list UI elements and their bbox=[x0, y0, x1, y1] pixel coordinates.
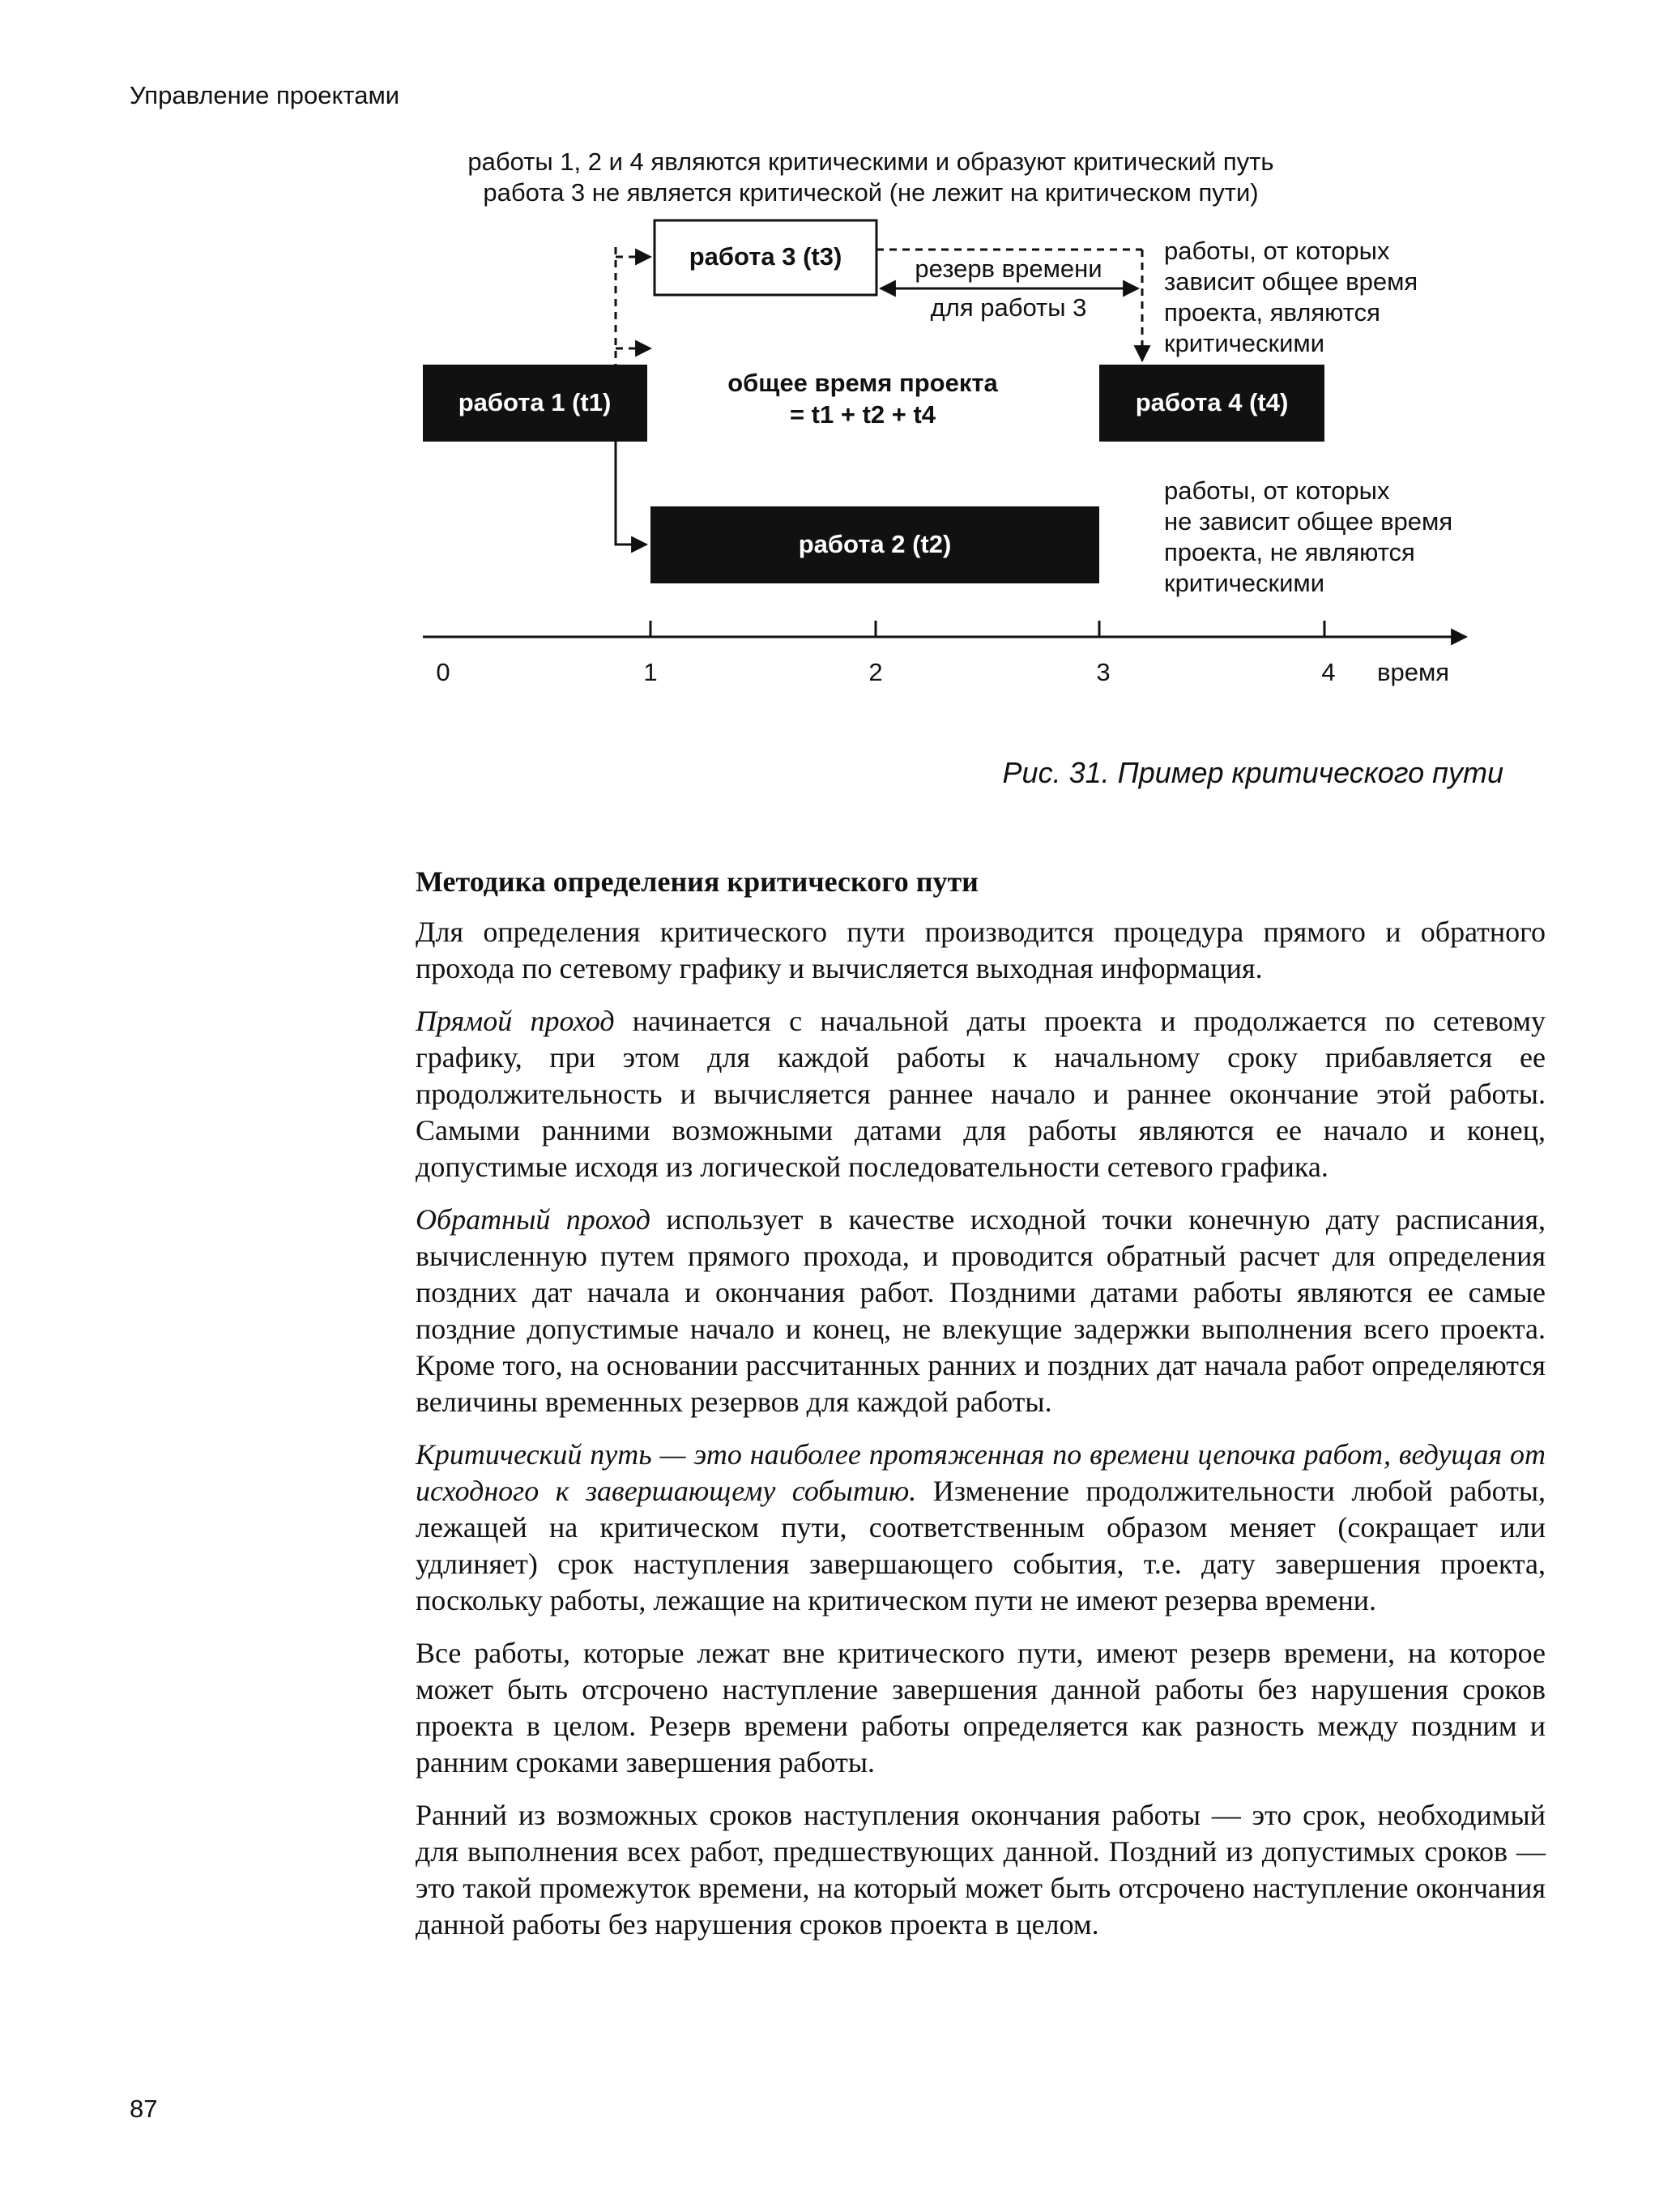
body-text bbox=[416, 914, 1546, 1959]
page-number: 87 bbox=[130, 2095, 158, 2123]
paragraph-6-text: Ранний из возможных сроков наступления окончания работы — это срок, необходимый для выполнения всех работ, предшествующих данной. Поздний из допустимых сроков — это такой промежуток времени, на который может быть отсрочено наступление окончания данной работы без нарушения сроков проекта в целом. bbox=[416, 1799, 1546, 1941]
paragraph-4-definition: Критический путь — это наиболее протяженная по времени цепочка работ, ведущая от исходного к завершающему событию. bbox=[416, 1438, 1546, 1507]
paragraph-1 bbox=[416, 914, 1546, 987]
work4-label: работа 4 (t4) bbox=[1135, 388, 1289, 416]
paragraph-2 bbox=[416, 1003, 1546, 1185]
total-time-line2: = t1 + t2 + t4 bbox=[789, 400, 936, 429]
paragraph-5-text: Все работы, которые лежат вне критического пути, имеют резерв времени, на которое может быть отсрочено наступление завершения данной работы без нарушения сроков проекта в целом. Резерв времени работы определяется как разность между поздним и ранним сроками завершения работы. bbox=[416, 1637, 1546, 1779]
critical-note-line2: зависит общее время bbox=[1164, 267, 1418, 296]
figure-caption: Рис. 31. Пример критического пути bbox=[1002, 756, 1503, 789]
diagram-top-note-line2: работа 3 не является критической (не лежит на критическом пути) bbox=[483, 178, 1259, 207]
axis-tick-label-0: 0 bbox=[436, 658, 450, 686]
slack-label-line1: резерв времени bbox=[915, 254, 1102, 283]
paragraph-1-text: Для определения критического пути производится процедура прямого и обратного прохода по сетевому графику и вычисляется выходная информация. bbox=[416, 916, 1546, 984]
paragraph-2-term: Прямой проход bbox=[416, 1005, 615, 1037]
axis-label: время bbox=[1377, 658, 1450, 686]
paragraph-4-text: Изменение продолжительности любой работы, лежащей на критическом пути, соответственным образом меняет (сокращает или удлиняет) срок наступления завершающего события, т.е. дату завершения проекта, поскольку работы, лежащие на критическом пути не имеют резерва времени. bbox=[416, 1475, 1546, 1616]
diagram-top-note-line1: работы 1, 2 и 4 являются критическими и образуют критический путь bbox=[467, 147, 1274, 176]
critical-note-line1: работы, от которых bbox=[1164, 237, 1390, 265]
axis-tick-label-1: 1 bbox=[643, 658, 658, 686]
paragraph-3 bbox=[416, 1202, 1546, 1420]
paragraph-3-term: Обратный проход bbox=[416, 1203, 650, 1236]
axis-tick-label-2: 2 bbox=[868, 658, 883, 686]
paragraph-3-text: использует в качестве исходной точки конечную дату расписания, вычисленную путем прямого прохода, и проводится обратный расчет для определения поздних дат начала и окончания работ. Поздними датами работы являются ее самые поздние допустимые начало и конец, не влекущие задержки выполнения всего проекта. Кроме того, на основании рассчитанных ранних и поздних дат начала работ определяются величины временных резервов для каждой работы. bbox=[416, 1203, 1546, 1418]
paragraph-5 bbox=[416, 1635, 1546, 1781]
slack-label-line2: для работы 3 bbox=[930, 293, 1087, 322]
paragraph-2-text: начинается с начальной даты проекта и продолжается по сетевому графику, при этом для каждой работы к начальному сроку прибавляется ее продолжительность и вычисляется раннее начало и раннее окончание этой работы. Самыми ранними возможными датами для работы являются ее начало и конец, допустимые исходя из логической последовательности сетевого графика. bbox=[416, 1005, 1546, 1183]
work2-label: работа 2 (t2) bbox=[798, 530, 952, 558]
axis-tick-label-4: 4 bbox=[1321, 658, 1336, 686]
total-time-line1: общее время проекта bbox=[727, 369, 998, 397]
work3-label: работа 3 (t3) bbox=[689, 242, 842, 271]
noncritical-note-line1: работы, от которых bbox=[1164, 476, 1390, 505]
work1-label: работа 1 (t1) bbox=[458, 388, 612, 416]
noncritical-note-line4: критическими bbox=[1164, 569, 1325, 597]
noncritical-note-line2: не зависит общее время bbox=[1164, 507, 1453, 536]
critical-note-line3: проекта, являются bbox=[1164, 298, 1380, 327]
paragraph-6 bbox=[416, 1797, 1546, 1943]
section-heading: Методика определения критического пути bbox=[416, 865, 979, 898]
critical-note-line4: критическими bbox=[1164, 329, 1325, 357]
running-header: Управление проектами bbox=[130, 81, 400, 109]
noncritical-note-line3: проекта, не являются bbox=[1164, 538, 1415, 566]
paragraph-4 bbox=[416, 1437, 1546, 1619]
axis-tick-label-3: 3 bbox=[1096, 658, 1111, 686]
solid-arrow-to-work2 bbox=[616, 442, 646, 544]
